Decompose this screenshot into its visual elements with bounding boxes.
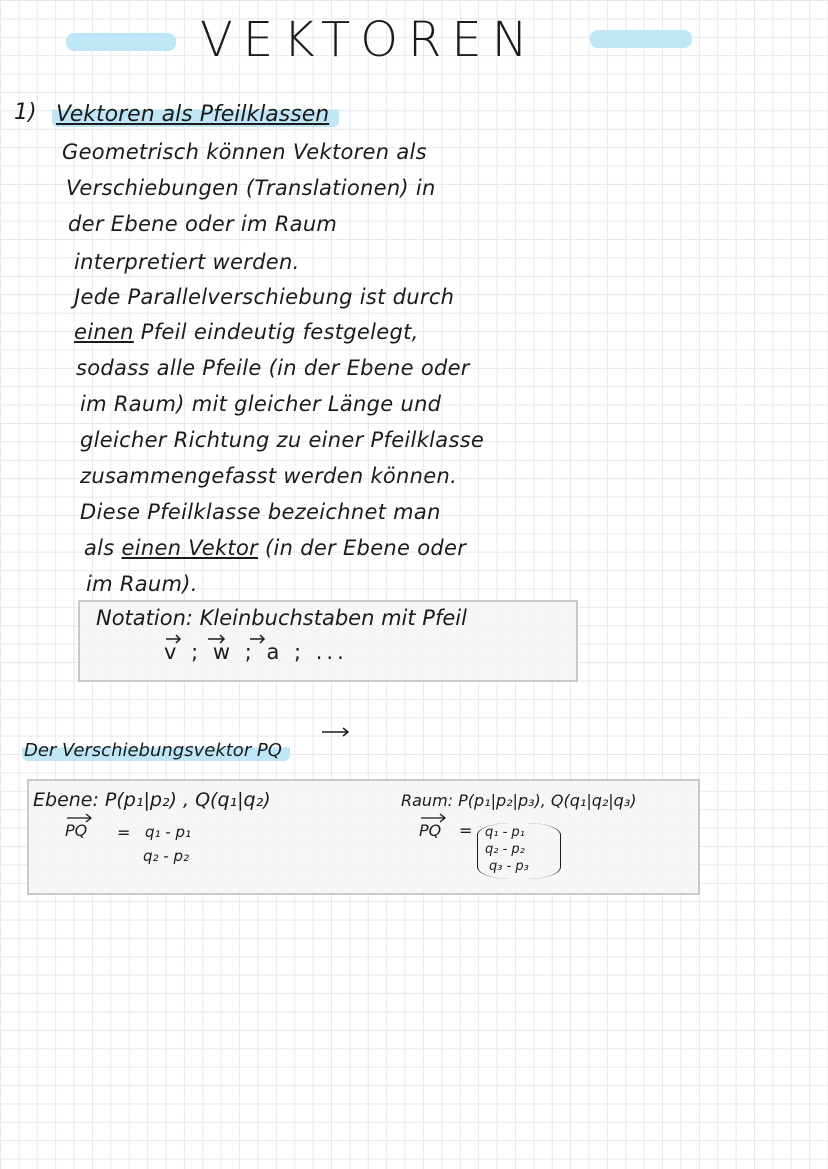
ebene-pq: PQ [65,821,88,840]
section-number: 1) [14,100,37,125]
text-line [74,320,419,344]
underlined-phrase: einen Vektor [121,536,259,560]
notation-examples: v ; w ; a ; ... [164,640,348,664]
text-line: Geometrisch können Vektoren als [62,140,427,164]
text-fragment: Pfeil eindeutig festgelegt, [133,320,419,344]
ebene-label: Ebene: P(p₁|p₂) , Q(q₁|q₂) [33,789,271,811]
page-title: VEKTOREN [200,12,538,68]
text-line: interpretiert werden. [74,250,300,274]
raum-row-1: q₁ - p₁ [485,825,525,840]
ebene-row-2: q₂ - p₂ [143,847,190,865]
text-line: Verschiebungen (Translationen) in [66,176,436,200]
raum-label: Raum: P(p₁|p₂|p₃), Q(q₁|q₂|q₃) [401,791,637,810]
subsection-heading: Der Verschiebungsvektor PQ [22,740,290,761]
notation-box [78,600,578,682]
raum-equals: = [459,821,473,840]
text-line: Diese Pfeilklasse bezeichnet man [80,500,441,524]
vector-arrows-icon [164,632,304,646]
text-line: zusammengefasst werden können. [80,464,458,488]
raum-pq: PQ [419,821,442,840]
text-line: der Ebene oder im Raum [68,212,338,236]
text-fragment: als [84,536,122,560]
raum-row-2: q₂ - p₂ [485,842,525,857]
ebene-equals: = [117,823,131,842]
title-highlight-right [590,30,692,48]
text-line: im Raum). [86,572,198,596]
notation-label: Notation: Kleinbuchstaben mit Pfeil [96,606,467,630]
text-fragment: (in der Ebene oder [258,536,467,560]
text-line: sodass alle Pfeile (in der Ebene oder [76,356,470,380]
text-line: im Raum) mit gleicher Länge und [80,392,442,416]
section-heading: Vektoren als Pfeilklassen [52,102,339,127]
text-line [84,536,466,560]
pq-arrow-icon [320,726,352,738]
text-line: Jede Parallelverschiebung ist durch [74,285,455,309]
underlined-word: einen [74,320,134,344]
raum-row-3: q₃ - p₃ [489,859,529,874]
ebene-row-1: q₁ - p₁ [145,823,192,841]
text-line: gleicher Richtung zu einer Pfeilklasse [80,428,485,452]
title-highlight-left [66,33,176,51]
formula-box [27,779,700,895]
